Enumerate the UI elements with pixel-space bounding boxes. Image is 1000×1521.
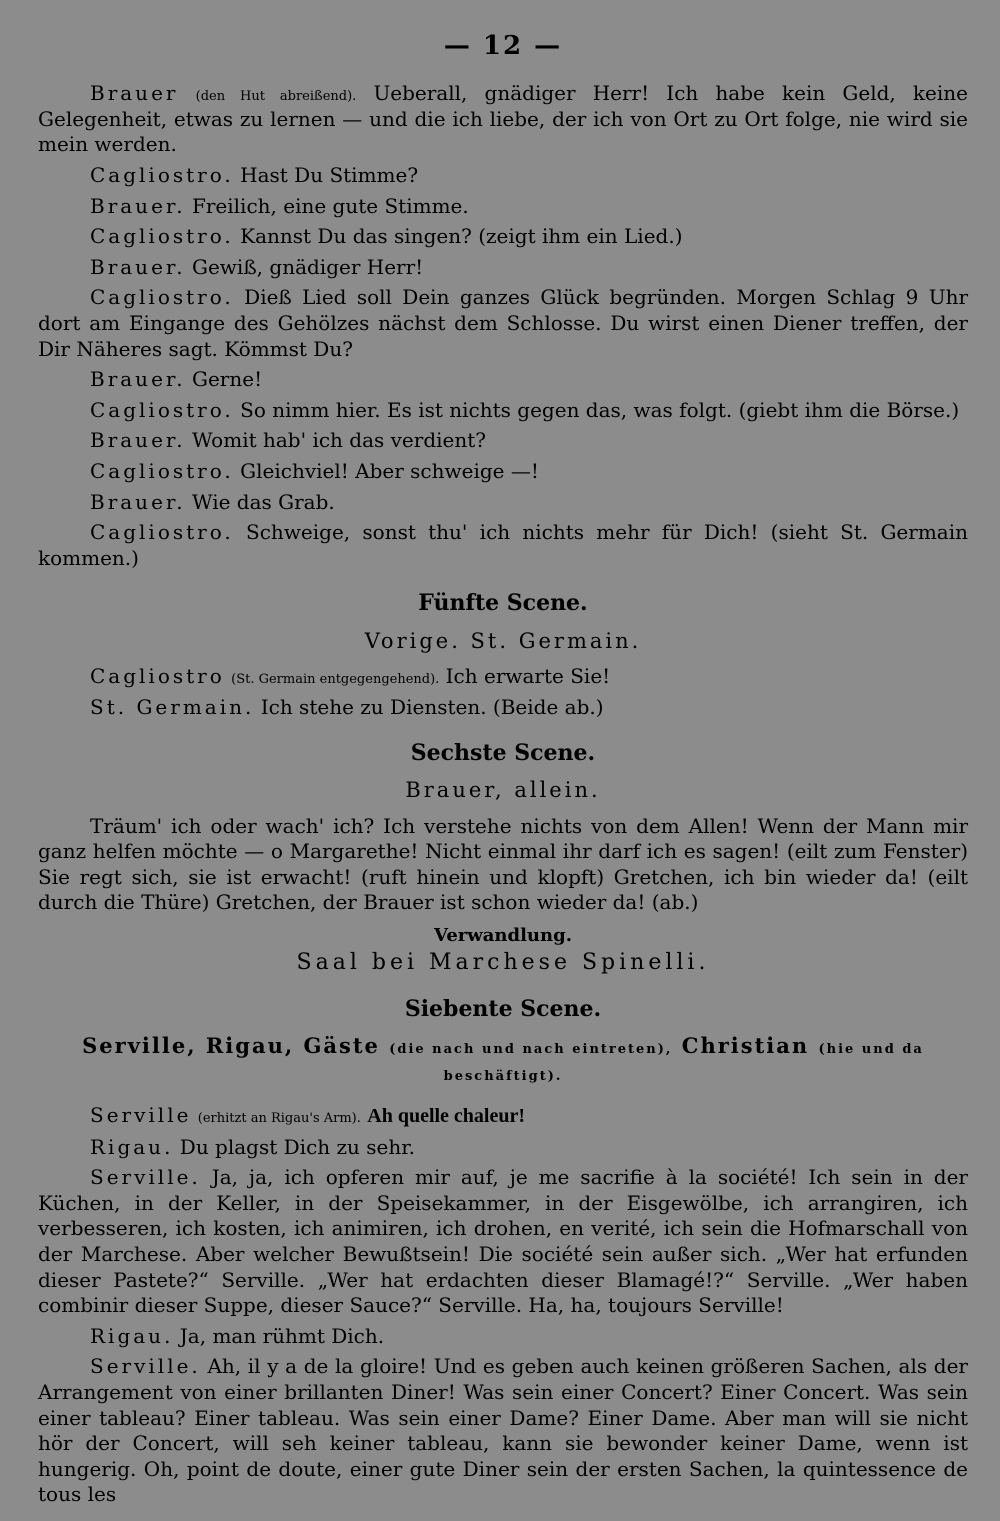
scene-title: Fünfte Scene.: [418, 590, 588, 617]
speech-text: Ja, man rühmt Dich.: [179, 1323, 385, 1348]
speech-line: [38, 695, 968, 721]
scene-title: Siebente Scene.: [404, 996, 602, 1023]
speech-line: [38, 520, 968, 571]
speech-line: [38, 1165, 968, 1319]
setting-heading: Saal bei Marchese Spinelli.: [296, 950, 710, 976]
speaker-name: Cagliostro.: [90, 520, 234, 545]
speech-line: [38, 255, 968, 281]
speech-text: So nimm hier. Es ist nichts gegen das, was folgt. (giebt ihm die Börse.): [240, 397, 960, 422]
scene-cast: Brauer, allein.: [405, 777, 601, 802]
speech-line: [38, 81, 968, 158]
stage-direction: (hie und da beschäftigt).: [443, 1042, 924, 1085]
speaker-name: Serville.: [90, 1354, 201, 1379]
speech-text: Wie das Grab.: [191, 489, 335, 514]
speaker-name: Serville: [90, 1103, 192, 1128]
speech-line: [38, 163, 968, 189]
cast-names: Christian: [681, 1033, 810, 1059]
speech-line: [38, 490, 968, 516]
speaker-name: Cagliostro.: [90, 163, 234, 188]
dialogue-block-1: [38, 81, 968, 571]
speaker-name: St. Germain.: [90, 694, 255, 719]
speech-line: [38, 1103, 968, 1130]
speaker-name: Brauer.: [90, 489, 186, 514]
speaker-name: Brauer.: [90, 428, 186, 453]
speech-line: [38, 428, 968, 454]
scene-five: [38, 589, 968, 720]
speech-text: Hast Du Stimme?: [240, 163, 419, 188]
monologue: Träum' ich oder wach' ich? Ich verstehe nichts von dem Allen! Wenn der Mann mir ganz helfen möchte — o Margarethe! Nicht einmal ihr darf ich es sagen! (eilt zum Fenster) Sie regt sich, sie ist erwacht! (ruft hinein und klopft) Gretchen, ich bin wieder da! (eilt durch die Thüre) Gretchen, der Brauer ist schon wieder da! (ab.): [38, 813, 968, 915]
speech-text: Ich stehe zu Diensten. (Beide ab.): [260, 694, 604, 719]
speech-text: Schweige, sonst thu' ich nichts mehr für Dich! (sieht St. Germain kommen.): [38, 520, 968, 570]
speech-line: [38, 398, 968, 424]
speech-text: Gewiß, gnädiger Herr!: [191, 254, 424, 279]
scene-cast: Vorige. St. Germain.: [364, 628, 642, 653]
page-number: — 12 —: [443, 31, 563, 61]
speech-line: [38, 285, 968, 362]
speech-line: [38, 664, 968, 690]
speech-text: Ueberall, gnädiger Herr! Ich habe kein Geld, keine Gelegenheit, etwas zu lernen — und die ich liebe, der ich von Ort zu Ort folge, nie wird sie mein werden.: [38, 81, 968, 157]
speech-line: [38, 459, 968, 485]
speaker-name: Brauer: [90, 81, 179, 106]
stage-direction: (die nach und nach eintreten),: [389, 1042, 673, 1058]
speaker-name: Brauer.: [90, 367, 186, 392]
speaker-name: Serville.: [90, 1165, 201, 1190]
speaker-name: Rigau.: [90, 1323, 174, 1348]
speaker-name: Cagliostro: [90, 664, 225, 689]
scene-six: [38, 739, 968, 916]
speech-line: [38, 224, 968, 250]
speech-text: Dieß Lied soll Dein ganzes Glück begründen. Morgen Schlag 9 Uhr dort am Eingange des Gehölzes nächst dem Schlosse. Du wirst einen Diener treffen, der Dir Näheres sagt. Kömmst Du?: [38, 285, 969, 361]
speech-text: Gleichviel! Aber schweige —!: [240, 458, 539, 483]
scene-seven: [38, 995, 968, 1508]
speech-line: [38, 367, 968, 393]
speech-line: [38, 194, 968, 220]
transformation-heading: Verwandlung.: [434, 924, 572, 946]
speech-text: Freilich, eine gute Stimme.: [191, 193, 469, 218]
stage-direction: (den Hut abreißend).: [195, 89, 357, 105]
speaker-name: Rigau.: [90, 1134, 174, 1159]
speaker-name: Cagliostro.: [90, 285, 234, 310]
speech-text: Ah, il y a de la gloire! Und es geben auch keinen größeren Sachen, als der Arrangement von einer brillanten Diner! Was sein einer Concert? Einer Concert. Was sein einer tableau? Einer tableau. Was sein einer Dame? Einer Dame. Aber man will sie nicht hör der Concert, will seh keiner tableau, kann sie bewonder keiner Dame, wenn ist hungerig. Oh, point de doute, einer gute Diner sein der ersten Sachen, la quintessence de tous les: [38, 1354, 968, 1507]
speech-text: Ich erwarte Sie!: [445, 664, 611, 689]
stage-direction: (erhitzt an Rigau's Arm).: [197, 1111, 361, 1127]
speech-text: Du plagst Dich zu sehr.: [179, 1134, 415, 1159]
speech-text: Ja, ja, ich opferen mir auf, je me sacrifie à la société! Ich sein in der Küchen, in der Keller, in der Speisekammer, in der Eisgewölbe, ich arrangiren, ich verbesseren, ich kosten, ich animiren, ich drohen, en verité, ich sein die Hofmarschall von der Marchese. Aber welcher Bewußtsein! Die société sein außer sich. „Wer hat erfunden dieser Pastete?“ Serville. „Wer hat erdachten dieser Blamagé!?“ Serville. „Wer haben combinir dieser Suppe, dieser Sauce?“ Serville. Ha, ha, toujours Serville!: [38, 1165, 968, 1318]
speech-line: [38, 1354, 968, 1508]
speech-line: [38, 1324, 968, 1350]
speech-text: Ah quelle chaleur!: [367, 1105, 526, 1128]
stage-direction: (St. Germain entgegengehend).: [231, 672, 440, 688]
speaker-name: Cagliostro.: [90, 458, 234, 483]
cast-names: Serville, Rigau, Gäste: [82, 1033, 380, 1059]
speech-line: [38, 1135, 968, 1161]
speech-text: Kannst Du das singen? (zeigt ihm ein Lied.): [240, 224, 683, 249]
speaker-name: Brauer.: [90, 193, 186, 218]
speech-text: Womit hab' ich das verdient?: [191, 428, 486, 453]
scene-title: Sechste Scene.: [410, 739, 596, 766]
speaker-name: Cagliostro.: [90, 224, 234, 249]
scene-cast: [38, 1033, 968, 1087]
speaker-name: Cagliostro.: [90, 397, 234, 422]
speech-text: Gerne!: [191, 367, 263, 392]
speaker-name: Brauer.: [90, 254, 186, 279]
